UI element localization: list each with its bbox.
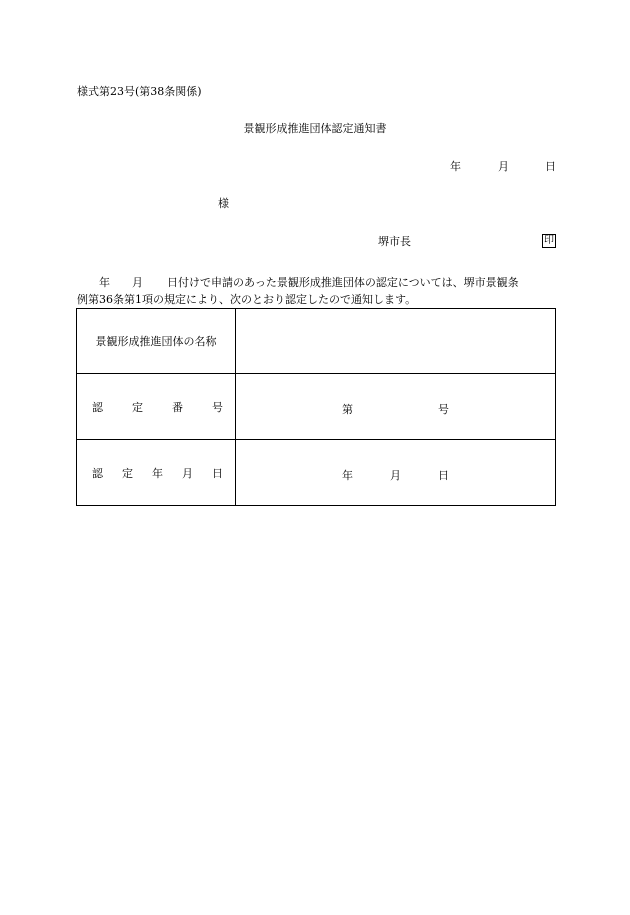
seal-mark: 印 xyxy=(544,235,554,246)
label-char: 定 xyxy=(122,466,133,480)
label-char: 番 xyxy=(172,400,183,414)
number-suffix: 号 xyxy=(438,402,449,416)
document-title: 景観形成推進団体認定通知書 xyxy=(243,122,387,135)
form-number: 様式第23号(第38条関係) xyxy=(77,85,202,98)
certification-number-label xyxy=(77,399,235,415)
label-char: 月 xyxy=(182,466,193,480)
certification-number-value-cell xyxy=(236,374,556,440)
body-line-1 xyxy=(77,274,556,291)
body-line-2: 例第36条第1項の規定により、次のとおり認定したので通知します。 xyxy=(77,293,417,306)
table-row-organization-name xyxy=(77,309,556,374)
recipient-honorific: 様 xyxy=(218,197,229,210)
label-char: 認 xyxy=(92,400,103,414)
date-month-label: 月 xyxy=(498,160,509,173)
table-row-certification-number xyxy=(77,374,556,440)
certification-date-label xyxy=(77,465,235,481)
certification-number-value xyxy=(236,401,555,416)
cert-date-day: 日 xyxy=(438,468,449,482)
organization-name-label-cell xyxy=(77,309,236,374)
sender-name: 堺市長 xyxy=(378,235,411,248)
body-month-label: 月 xyxy=(132,276,143,289)
label-char: 認 xyxy=(92,466,103,480)
organization-name-value-cell xyxy=(236,309,556,374)
organization-name-label: 景観形成推進団体の名称 xyxy=(95,335,217,348)
label-char: 年 xyxy=(152,466,163,480)
cert-date-year: 年 xyxy=(342,468,353,482)
certification-table xyxy=(76,308,556,506)
date-year-label: 年 xyxy=(450,160,461,173)
body-year-label: 年 xyxy=(99,276,110,289)
certification-date-value xyxy=(236,467,555,482)
table-row-certification-date xyxy=(77,440,556,506)
date-day-label: 日 xyxy=(545,160,556,173)
certification-date-label-cell xyxy=(77,440,236,506)
certification-number-label-cell xyxy=(77,374,236,440)
label-char: 日 xyxy=(212,466,223,480)
notice-date xyxy=(0,161,630,173)
body-line-1-text: 日付けで申請のあった景観形成推進団体の認定については、堺市景観条 xyxy=(167,276,519,289)
cert-date-month: 月 xyxy=(390,468,401,482)
certification-date-value-cell xyxy=(236,440,556,506)
notice-body xyxy=(77,274,556,308)
label-char: 定 xyxy=(132,400,143,414)
number-prefix: 第 xyxy=(342,402,353,416)
label-char: 号 xyxy=(212,400,223,414)
